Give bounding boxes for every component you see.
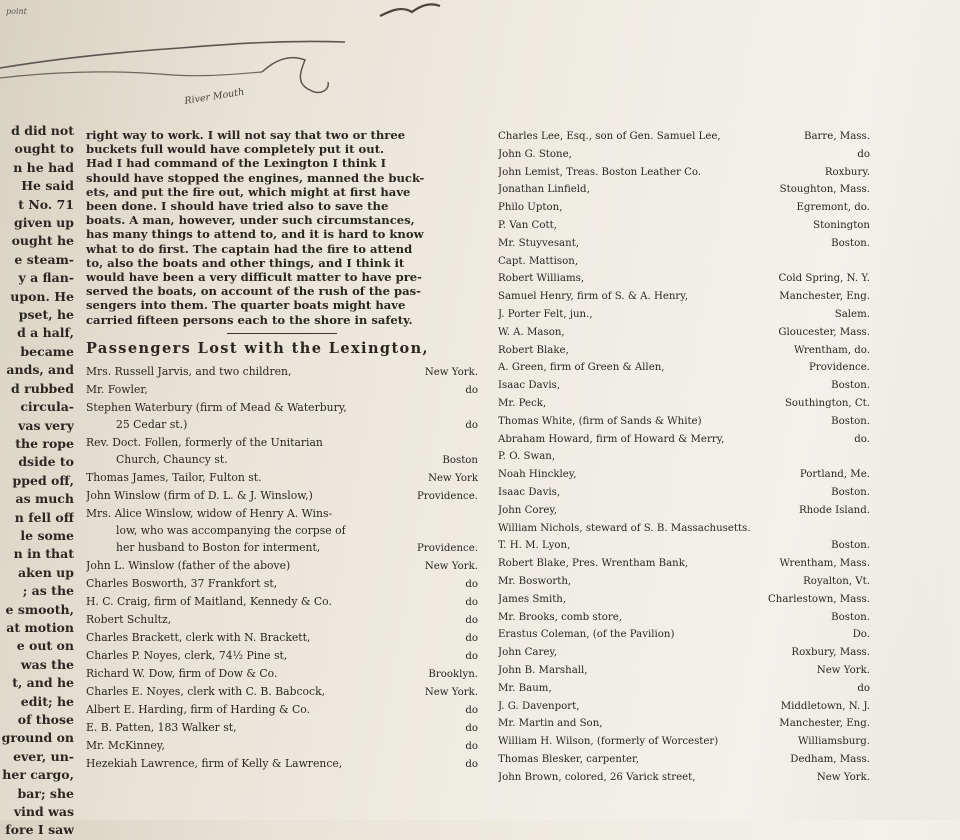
passenger-row bbox=[498, 288, 870, 306]
testimony-line: should have stopped the engines, manned the buck- bbox=[86, 170, 425, 185]
testimony-line: buckets full would have completely put it out. bbox=[86, 142, 385, 157]
fragment-line: her cargo, bbox=[2, 767, 74, 783]
passenger-name: Mrs. Russell Jarvis, and two children, bbox=[86, 364, 292, 378]
passenger-name: Isaac Davis, bbox=[498, 486, 561, 498]
passenger-name: Mrs. Alice Winslow, widow of Henry A. Wins- bbox=[86, 506, 333, 520]
passenger-name: Thomas James, Tailor, Fulton st. bbox=[86, 470, 262, 484]
passenger-row bbox=[498, 573, 870, 591]
passenger-residence: Middletown, N. J. bbox=[780, 700, 870, 712]
passenger-name: William H. Wilson, (formerly of Worcester) bbox=[498, 736, 719, 748]
passenger-name: Hezekiah Lawrence, firm of Kelly & Lawrence, bbox=[86, 756, 343, 770]
passenger-row bbox=[498, 181, 870, 199]
fragment-line: the rope bbox=[15, 435, 74, 451]
passenger-row bbox=[498, 680, 870, 698]
passenger-residence: Roxbury. bbox=[824, 166, 870, 178]
passenger-residence: Dedham, Mass. bbox=[790, 753, 870, 765]
passenger-residence: Charlestown, Mass. bbox=[768, 593, 870, 605]
passenger-residence: Cold Spring, N. Y. bbox=[778, 273, 870, 285]
passenger-row bbox=[86, 701, 478, 719]
passenger-residence: Salem. bbox=[834, 308, 870, 320]
passenger-row bbox=[498, 662, 870, 680]
passenger-name: William Nichols, steward of S. B. Massachusetts. bbox=[498, 522, 751, 534]
passenger-residence: Boston. bbox=[831, 380, 870, 392]
passenger-residence: Boston bbox=[442, 454, 478, 466]
passenger-name: W. A. Mason, bbox=[498, 326, 565, 338]
passenger-name: E. B. Patten, 183 Walker st, bbox=[86, 720, 237, 734]
passenger-row bbox=[498, 591, 870, 609]
passenger-name: Mr. Stuyvesant, bbox=[498, 237, 580, 249]
passenger-row bbox=[498, 431, 870, 449]
passenger-row bbox=[86, 522, 478, 539]
passenger-row bbox=[86, 363, 478, 381]
passenger-row bbox=[86, 575, 478, 593]
passenger-residence: Royalton, Vt. bbox=[803, 575, 870, 587]
passenger-name: Mr. Bosworth, bbox=[498, 575, 572, 587]
fragment-line: He said bbox=[21, 178, 74, 194]
passenger-residence: do bbox=[465, 740, 478, 752]
passenger-row bbox=[498, 270, 870, 288]
fragment-line: ands, and bbox=[6, 362, 74, 378]
passenger-row bbox=[498, 342, 870, 360]
passenger-name: Thomas White, (firm of Sands & White) bbox=[498, 415, 702, 427]
testimony-and-list-column bbox=[86, 128, 478, 773]
passenger-residence: Do. bbox=[852, 629, 870, 641]
passenger-row bbox=[498, 377, 870, 395]
passenger-name: John Lemist, Treas. Boston Leather Co. bbox=[498, 166, 702, 178]
passenger-residence: New York. bbox=[816, 771, 870, 783]
fragment-line: vind was bbox=[13, 804, 74, 820]
passenger-residence: Stoughton, Mass. bbox=[779, 184, 870, 196]
passenger-name: Charles P. Noyes, clerk, 74½ Pine st, bbox=[86, 648, 288, 662]
passenger-name: John B. Marshall, bbox=[498, 664, 588, 676]
passenger-name: Charles Lee, Esq., son of Gen. Samuel Lee, bbox=[498, 131, 721, 142]
passenger-row bbox=[86, 416, 478, 434]
passenger-list-right-column bbox=[498, 128, 870, 786]
passenger-row bbox=[498, 769, 870, 787]
passenger-name: her husband to Boston for interment, bbox=[116, 540, 321, 554]
passenger-residence: Gloucester, Mass. bbox=[778, 326, 870, 338]
passenger-residence: do bbox=[465, 596, 478, 608]
passenger-residence: do bbox=[465, 614, 478, 626]
passenger-row bbox=[498, 359, 870, 377]
passenger-row bbox=[498, 502, 870, 520]
testimony-line: has many things to attend to, and it is hard to know bbox=[86, 227, 424, 242]
passenger-residence: New York. bbox=[424, 686, 478, 698]
passenger-name: Rev. Doct. Follen, formerly of the Unitarian bbox=[86, 435, 323, 449]
fragment-line: d a half, bbox=[17, 325, 74, 341]
passenger-name: Capt. Mattison, bbox=[498, 255, 579, 267]
testimony-line: what to do first. The captain had the fire to attend bbox=[86, 241, 413, 256]
passenger-name: Mr. Martin and Son, bbox=[498, 718, 603, 730]
passenger-residence: Brooklyn. bbox=[428, 668, 478, 680]
handwritten-map-sketch bbox=[0, 0, 960, 130]
passenger-row bbox=[86, 469, 478, 487]
passenger-row bbox=[86, 755, 478, 773]
passenger-residence: do bbox=[465, 722, 478, 734]
passenger-row bbox=[498, 164, 870, 182]
passenger-residence: Barre, Mass. bbox=[803, 131, 870, 142]
passenger-name: Isaac Davis, bbox=[498, 380, 561, 392]
passenger-row bbox=[498, 466, 870, 484]
testimony-line: been done. I should have tried also to save the bbox=[86, 199, 389, 214]
passenger-row bbox=[498, 146, 870, 164]
passenger-row bbox=[86, 611, 478, 629]
passenger-name: Stephen Waterbury (firm of Mead & Waterbury, bbox=[86, 400, 347, 414]
fragment-line: n he had bbox=[13, 159, 74, 175]
section-divider bbox=[227, 333, 337, 334]
fragment-line: pped off, bbox=[12, 472, 74, 488]
passenger-residence: New York. bbox=[424, 366, 478, 378]
passenger-row bbox=[86, 557, 478, 575]
passenger-row bbox=[498, 199, 870, 217]
passenger-row bbox=[498, 324, 870, 342]
fragment-line: dside to bbox=[18, 454, 74, 470]
passenger-residence: Boston. bbox=[831, 486, 870, 498]
passenger-residence: do bbox=[465, 704, 478, 716]
fragment-line: as much bbox=[15, 491, 74, 507]
passenger-row bbox=[498, 253, 870, 271]
fragment-line: ought to bbox=[14, 141, 74, 157]
fragment-line: fore I saw bbox=[5, 822, 74, 838]
passenger-residence: Wrentham, do. bbox=[793, 344, 870, 356]
passenger-row bbox=[498, 395, 870, 413]
fragment-line: of those bbox=[17, 712, 74, 727]
passenger-residence: Boston. bbox=[831, 237, 870, 249]
testimony-paragraph bbox=[86, 128, 478, 327]
fragment-line: given up bbox=[14, 215, 74, 231]
passenger-name: John G. Stone, bbox=[498, 148, 572, 160]
fragment-line: n in that bbox=[13, 546, 74, 562]
passenger-residence: New York. bbox=[424, 560, 478, 572]
passenger-name: Mr. Baum, bbox=[498, 682, 552, 694]
testimony-line: boats. A man, however, under such circumstances, bbox=[86, 213, 415, 228]
fragment-line: at motion bbox=[6, 619, 74, 635]
testimony-line: Had I had command of the Lexington I think I bbox=[86, 156, 387, 171]
passenger-name: Robert Williams, bbox=[498, 273, 585, 285]
passenger-row bbox=[498, 644, 870, 662]
passenger-row bbox=[498, 217, 870, 235]
fragment-line: e smooth, bbox=[5, 601, 74, 617]
fragment-line: n fell off bbox=[14, 509, 74, 525]
fragment-line: d rubbed bbox=[11, 380, 74, 396]
fragment-line: edit; he bbox=[20, 693, 74, 709]
passenger-name: A. Green, firm of Green & Allen, bbox=[498, 362, 665, 374]
passenger-row bbox=[86, 593, 478, 611]
passenger-name: James Smith, bbox=[498, 593, 567, 605]
fragment-line: ever, un- bbox=[13, 748, 74, 764]
passenger-row bbox=[86, 505, 478, 522]
testimony-line: carried fifteen persons each to the shore in safety. bbox=[86, 312, 413, 327]
passenger-name: John L. Winslow (father of the above) bbox=[86, 558, 291, 572]
passenger-residence: do bbox=[465, 632, 478, 644]
passenger-name: Robert Blake, Pres. Wrentham Bank, bbox=[498, 558, 689, 570]
passenger-name: Erastus Coleman, (of the Pavilion) bbox=[498, 629, 675, 641]
passenger-name: P. Van Cott, bbox=[498, 219, 557, 231]
testimony-line: served the boats, on account of the rush of the pas- bbox=[86, 284, 421, 299]
passenger-name: John Corey, bbox=[498, 504, 558, 516]
fragment-line: ; as the bbox=[22, 583, 74, 599]
passenger-row bbox=[498, 733, 870, 751]
passenger-row bbox=[86, 647, 478, 665]
passenger-row bbox=[498, 413, 870, 431]
fragment-line: became bbox=[20, 343, 74, 359]
fragment-line: vas very bbox=[18, 417, 74, 433]
fragment-line: e out on bbox=[16, 638, 74, 654]
passenger-name: Charles Brackett, clerk with N. Brackett, bbox=[86, 630, 311, 644]
fragment-line: y a flan- bbox=[18, 270, 74, 286]
testimony-line: right way to work. I will not say that two or three bbox=[86, 128, 406, 142]
passenger-residence: do bbox=[465, 650, 478, 662]
passenger-residence: Williamsburg. bbox=[798, 736, 870, 748]
passenger-residence: Providence. bbox=[809, 362, 870, 374]
passenger-name: John Brown, colored, 26 Varick street, bbox=[498, 771, 696, 783]
fragment-line: pset, he bbox=[18, 307, 74, 323]
passenger-row bbox=[498, 698, 870, 716]
passenger-residence: Providence. bbox=[417, 490, 478, 502]
passenger-row bbox=[86, 737, 478, 755]
passenger-name: Robert Blake, bbox=[498, 344, 569, 356]
passenger-residence: do bbox=[465, 419, 478, 431]
passenger-residence: do bbox=[465, 578, 478, 590]
passenger-row bbox=[498, 520, 870, 538]
passenger-row bbox=[86, 719, 478, 737]
passenger-residence: do bbox=[857, 148, 870, 160]
passenger-name: Charles E. Noyes, clerk with C. B. Babcock, bbox=[86, 684, 326, 698]
passenger-name: J. G. Davenport, bbox=[498, 700, 580, 712]
list-heading: Passengers Lost with the Lexington, bbox=[86, 339, 430, 357]
passenger-row bbox=[498, 235, 870, 253]
passenger-name: Richard W. Dow, firm of Dow & Co. bbox=[86, 666, 278, 680]
fragment-line: e steam- bbox=[14, 251, 74, 267]
fragment-line: d did not bbox=[11, 123, 74, 138]
passenger-row bbox=[86, 399, 478, 416]
passenger-name: Thomas Blesker, carpenter, bbox=[498, 753, 639, 765]
passenger-name: Abraham Howard, firm of Howard & Merry, bbox=[498, 433, 725, 445]
passenger-name: Samuel Henry, firm of S. & A. Henry, bbox=[498, 291, 688, 303]
handwriting-top-left: point bbox=[6, 7, 27, 16]
passenger-row bbox=[498, 751, 870, 769]
passenger-residence: Wrentham, Mass. bbox=[779, 558, 870, 570]
passenger-residence: do. bbox=[854, 433, 870, 445]
passenger-residence: Boston. bbox=[831, 540, 870, 552]
passenger-row bbox=[498, 609, 870, 627]
testimony-line: sengers into them. The quarter boats might have bbox=[86, 298, 406, 313]
passenger-residence: do bbox=[857, 682, 870, 694]
fragment-line: aken up bbox=[18, 564, 74, 580]
passenger-name: Jonathan Linfield, bbox=[498, 184, 590, 196]
passenger-row bbox=[498, 626, 870, 644]
passenger-residence: do bbox=[465, 384, 478, 396]
passenger-residence: Portland, Me. bbox=[799, 469, 870, 481]
passenger-residence: Egremont, do. bbox=[796, 202, 870, 214]
passenger-name: Charles Bosworth, 37 Frankfort st, bbox=[86, 576, 278, 590]
passenger-name: Mr. Peck, bbox=[498, 397, 547, 409]
passenger-row bbox=[498, 128, 870, 146]
passenger-list-left bbox=[86, 363, 478, 773]
passenger-name: H. C. Craig, firm of Maitland, Kennedy & Co. bbox=[86, 594, 332, 608]
passenger-row bbox=[86, 683, 478, 701]
testimony-line: would have been a very difficult matter to have pre- bbox=[86, 270, 422, 285]
passenger-name: John Carey, bbox=[498, 647, 557, 659]
passenger-name: low, who was accompanying the corpse of bbox=[116, 523, 346, 537]
passenger-residence: Boston. bbox=[831, 415, 870, 427]
passenger-residence: Roxbury, Mass. bbox=[791, 647, 870, 659]
fragment-line: t No. 71 bbox=[18, 196, 74, 212]
passenger-row bbox=[86, 434, 478, 451]
passenger-name: Mr. Brooks, comb store, bbox=[498, 611, 623, 623]
fragment-line: upon. He bbox=[10, 288, 74, 304]
passenger-row bbox=[86, 451, 478, 469]
passenger-row bbox=[498, 306, 870, 324]
passenger-row bbox=[86, 539, 478, 557]
passenger-name: J. Porter Felt, jun., bbox=[498, 308, 593, 320]
passenger-residence: Boston. bbox=[831, 611, 870, 623]
passenger-name: Mr. McKinney, bbox=[86, 738, 165, 752]
passenger-name: John Winslow (firm of D. L. & J. Winslow,) bbox=[86, 488, 313, 502]
passenger-row bbox=[86, 381, 478, 399]
fragment-line: ought he bbox=[11, 233, 74, 249]
passenger-row bbox=[498, 715, 870, 733]
passenger-residence: Rhode Island. bbox=[798, 504, 870, 516]
passenger-name: Mr. Fowler, bbox=[86, 382, 148, 396]
passenger-name: Philo Upton, bbox=[498, 202, 563, 214]
passenger-name: Noah Hinckley, bbox=[498, 469, 577, 481]
passenger-residence: New York bbox=[428, 472, 478, 484]
passenger-row bbox=[498, 484, 870, 502]
passenger-residence: Manchester, Eng. bbox=[779, 291, 870, 303]
passenger-residence: Stonington bbox=[813, 219, 870, 231]
passenger-name: Albert E. Harding, firm of Harding & Co. bbox=[86, 702, 311, 716]
passenger-name: Church, Chauncy st. bbox=[116, 452, 228, 466]
fragment-line: t, and he bbox=[12, 675, 74, 691]
testimony-line: ets, and put the fire out, which might at first have bbox=[86, 184, 411, 199]
passenger-residence: do bbox=[465, 758, 478, 770]
passenger-row bbox=[498, 537, 870, 555]
passenger-name: T. H. M. Lyon, bbox=[498, 540, 571, 552]
fragment-line: ground on bbox=[1, 730, 74, 746]
passenger-residence: New York. bbox=[816, 664, 870, 676]
passenger-row bbox=[498, 448, 870, 466]
passenger-row bbox=[86, 629, 478, 647]
passenger-name: Robert Schultz, bbox=[86, 612, 172, 626]
handwriting-river-label: River Mouth bbox=[183, 86, 245, 107]
fragment-line: bar; she bbox=[17, 785, 74, 801]
fragment-line: le some bbox=[20, 527, 74, 543]
passenger-residence: Manchester, Eng. bbox=[779, 718, 870, 730]
testimony-line: to, also the boats and other things, and I think it bbox=[86, 255, 405, 270]
fragment-line: circula- bbox=[20, 399, 74, 415]
fragment-line: was the bbox=[20, 656, 74, 672]
passenger-residence: Southington, Ct. bbox=[784, 397, 870, 409]
left-column-fragment bbox=[0, 122, 74, 840]
passenger-residence: Providence. bbox=[417, 542, 478, 554]
passenger-row bbox=[498, 555, 870, 573]
passenger-name: P. O. Swan, bbox=[498, 451, 556, 463]
passenger-row bbox=[86, 665, 478, 683]
passenger-row bbox=[86, 487, 478, 505]
passenger-name: 25 Cedar st.) bbox=[116, 417, 188, 431]
